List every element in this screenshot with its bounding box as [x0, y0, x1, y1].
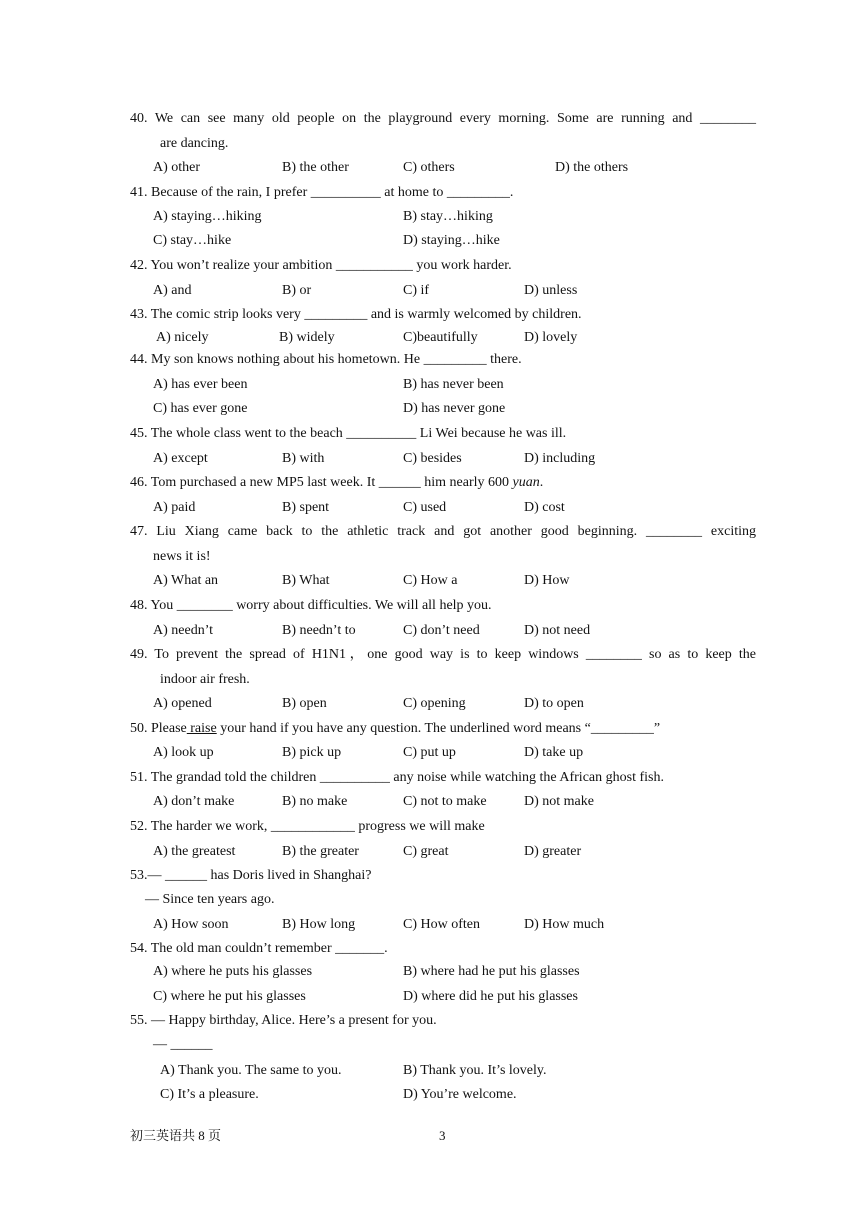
question-55-option-d: D) You’re welcome. [403, 1087, 517, 1102]
question-49-option-d: D) to open [524, 696, 584, 711]
question-54-option-a: A) where he puts his glasses [153, 964, 313, 979]
question-46-option-a: A) paid [153, 500, 196, 515]
question-41-stem: 41. Because of the rain, I prefer __________ at home to _________. [130, 185, 514, 200]
question-48-option-a: A) needn’t [153, 623, 213, 638]
question-46-option-c: C) used [403, 500, 447, 515]
question-48-option-b: B) needn’t to [282, 623, 356, 638]
question-46-option-b: B) spent [282, 500, 330, 515]
question-46-option-d: D) cost [524, 500, 565, 515]
question-50-option-c: C) put up [403, 745, 456, 760]
question-44-option-c: C) has ever gone [153, 401, 248, 416]
question-44-stem: 44. My son knows nothing about his hometown. He _________ there. [130, 352, 522, 367]
question-50-option-b: B) pick up [282, 745, 342, 760]
question-43-option-a: A) nicely [156, 330, 209, 345]
question-40-stem: 40. We can see many old people on the playground every morning. Some are running and ________ [130, 111, 756, 126]
question-47-option-d: D) How [524, 573, 570, 588]
question-45-option-b: B) with [282, 451, 325, 466]
question-44-option-a: A) has ever been [153, 377, 248, 392]
question-43-option-b: B) widely [279, 330, 335, 345]
question-42-stem: 42. You won’t realize your ambition ___________ you work harder. [130, 258, 512, 273]
question-50-stem: 50. Please raise your hand if you have any question. The underlined word means “_________” [130, 721, 661, 736]
question-48-option-c: C) don’t need [403, 623, 480, 638]
question-44-option-d: D) has never gone [403, 401, 506, 416]
question-51-option-a: A) don’t make [153, 794, 235, 809]
question-45-option-c: C) besides [403, 451, 462, 466]
question-52-option-b: B) the greater [282, 844, 359, 859]
page-number: 3 [439, 1128, 446, 1143]
question-41-option-c: C) stay…hike [153, 233, 232, 248]
question-40-option-b: B) the other [282, 160, 349, 175]
question-41-option-b: B) stay…hiking [403, 209, 493, 224]
question-40-option-a: A) other [153, 160, 201, 175]
question-52-option-a: A) the greatest [153, 844, 236, 859]
question-47-option-b: B) What [282, 573, 330, 588]
question-49-option-c: C) opening [403, 696, 466, 711]
question-43-stem: 43. The comic strip looks very _________ and is warmly welcomed by children. [130, 307, 582, 322]
question-43-option-d: D) lovely [524, 330, 578, 345]
question-50-option-d: D) take up [524, 745, 584, 760]
question-48-option-d: D) not need [524, 623, 591, 638]
question-49-stem: 49. To prevent the spread of H1N1，one good way is to keep windows ________ so as to keep the [130, 647, 756, 662]
question-45-option-a: A) except [153, 451, 208, 466]
question-47-stem-continued: news it is! [153, 549, 211, 564]
question-53-option-d: D) How much [524, 917, 605, 932]
question-42-option-d: D) unless [524, 283, 578, 298]
question-51-option-d: D) not make [524, 794, 594, 809]
question-54-stem: 54. The old man couldn’t remember _______. [130, 941, 388, 956]
question-47-option-c: C) How a [403, 573, 458, 588]
question-48-stem: 48. You ________ worry about difficulties. We will all help you. [130, 598, 492, 613]
question-55-option-b: B) Thank you. It’s lovely. [403, 1063, 547, 1078]
question-47-option-a: A) What an [153, 573, 219, 588]
question-44-option-b: B) has never been [403, 377, 504, 392]
question-53-option-c: C) How often [403, 917, 480, 932]
question-53-option-a: A) How soon [153, 917, 229, 932]
question-49-stem-continued: indoor air fresh. [160, 672, 250, 687]
question-50-option-a: A) look up [153, 745, 214, 760]
question-46-stem: 46. Tom purchased a new MP5 last week. It ______ him nearly 600 yuan. [130, 475, 544, 490]
question-55-stem: 55. — Happy birthday, Alice. Here’s a present for you. [130, 1013, 437, 1028]
question-49-option-b: B) open [282, 696, 327, 711]
question-53-stem: 53.— ______ has Doris lived in Shanghai? [130, 868, 372, 883]
question-52-option-c: C) great [403, 844, 449, 859]
question-49-option-a: A) opened [153, 696, 212, 711]
footer-exam-info: 初三英语共 8 页 [130, 1128, 222, 1143]
question-51-option-b: B) no make [282, 794, 348, 809]
question-40-option-d: D) the others [555, 160, 629, 175]
question-51-option-c: C) not to make [403, 794, 487, 809]
question-55-option-c: C) It’s a pleasure. [160, 1087, 259, 1102]
question-47-stem: 47. Liu Xiang came back to the athletic track and got another good beginning. ________ exciting [130, 524, 756, 539]
question-54-option-d: D) where did he put his glasses [403, 989, 578, 1004]
question-42-option-b: B) or [282, 283, 312, 298]
question-43-option-c: C)beautifully [403, 330, 478, 345]
question-53-reply: — Since ten years ago. [145, 892, 275, 907]
question-53-option-b: B) How long [282, 917, 356, 932]
question-52-stem: 52. The harder we work, ____________ progress we will make [130, 819, 485, 834]
question-42-option-a: A) and [153, 283, 192, 298]
question-55-option-a: A) Thank you. The same to you. [160, 1063, 342, 1078]
currency-yuan: yuan [512, 475, 540, 490]
question-54-option-c: C) where he put his glasses [153, 989, 306, 1004]
question-45-option-d: D) including [524, 451, 596, 466]
underlined-word: raise [186, 721, 217, 736]
question-52-option-d: D) greater [524, 844, 582, 859]
question-40-option-c: C) others [403, 160, 455, 175]
question-42-option-c: C) if [403, 283, 430, 298]
question-45-stem: 45. The whole class went to the beach __________ Li Wei because he was ill. [130, 426, 567, 441]
question-40-stem-continued: are dancing. [160, 136, 229, 151]
question-41-option-d: D) staying…hike [403, 233, 500, 248]
question-41-option-a: A) staying…hiking [153, 209, 262, 224]
question-55-reply: — ______ [153, 1037, 213, 1052]
question-51-stem: 51. The grandad told the children __________ any noise while watching the African ghost fish. [130, 770, 664, 785]
question-54-option-b: B) where had he put his glasses [403, 964, 580, 979]
